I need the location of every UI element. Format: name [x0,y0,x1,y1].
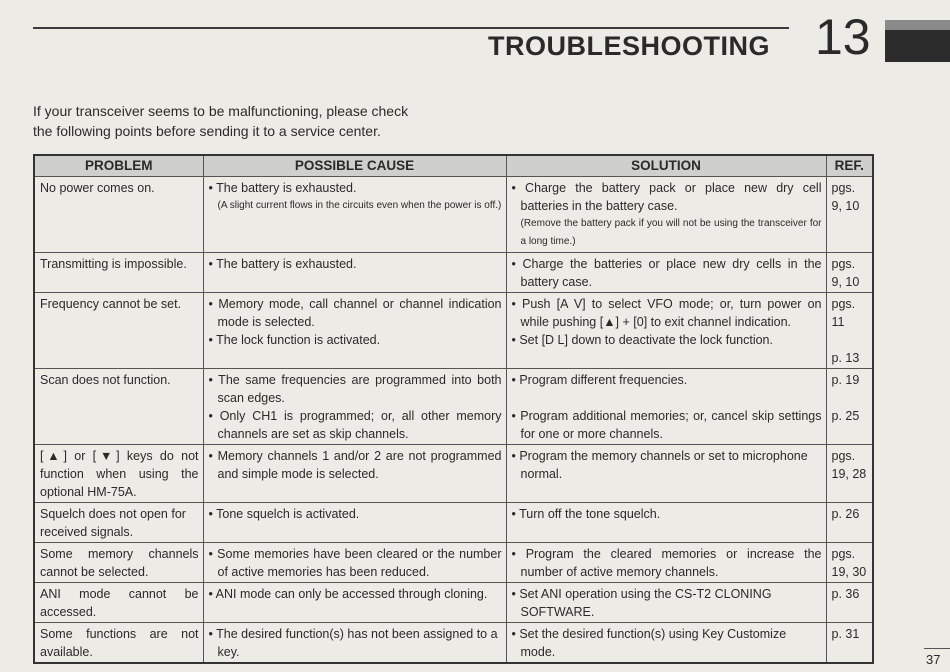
cause-text: • Tone squelch is activated. [208,507,360,521]
table-row [34,583,873,623]
cause-text: • Memory mode, call channel or channel indication mode is selected. [208,297,502,329]
solution-cell [506,543,826,583]
solution-cell [506,253,826,293]
ref-text: p. 19 [831,373,860,387]
cause-cell [203,369,506,445]
cause-cell [203,583,506,623]
table-row [34,445,873,503]
solution-cell [506,583,826,623]
page-number-rule [924,648,950,649]
table-row [34,293,873,369]
cause-text: • Some memories have been cleared or the number of active memories has been reduced. [208,547,502,579]
solution-text-2: • Set [D L] down to deactivate the lock function. [511,333,773,347]
troubleshooting-table [33,154,874,664]
solution-cell [506,177,826,253]
ref-cell: p. 26 [826,503,873,543]
table-header-row [34,155,873,177]
solution-text: • Program different frequencies. [511,373,688,387]
solution-text: • Charge the batteries or place new dry cells in the battery case. [511,257,822,289]
header-rule [33,27,789,29]
solution-cell [506,445,826,503]
cause-text: • The desired function(s) has not been assigned to a key. [208,627,498,659]
cause-text-2: • The lock function is activated. [208,333,381,347]
problem-cell: ANI mode cannot be accessed. [34,583,203,623]
chapter-number: 13 [815,9,871,65]
page-number: 37 [926,652,941,667]
ref-cell: pgs. 19, 30 [826,543,873,583]
header-cause: POSSIBLE CAUSE [203,155,506,177]
problem-cell: Frequency cannot be set. [34,293,203,369]
problem-cell: Squelch does not open for received signals. [34,503,203,543]
problem-cell: [▲] or [▼] keys do not function when using the optional HM-75A. [34,445,203,503]
intro-text [33,101,408,141]
cause-text: • The battery is exhausted. [208,181,357,195]
cause-cell [203,293,506,369]
solution-cell [506,293,826,369]
intro-line-1: If your transceiver seems to be malfunctioning, please check [33,103,409,119]
ref-cell [826,293,873,369]
chapter-tab [885,20,950,62]
cause-text: • Memory channels 1 and/or 2 are not programmed and simple mode is selected. [208,449,502,481]
table-row [34,623,873,664]
solution-cell [506,623,826,664]
solution-text: • Set the desired function(s) using Key Customize mode. [511,627,787,659]
cause-note: (A slight current flows in the circuits even when the power is off.) [217,200,502,211]
solution-text-2: • Program additional memories; or, cancel skip settings for one or more channels. [511,409,822,441]
solution-text: • Push [A V] to select VFO mode; or, turn power on while pushing [▲] + [0] to exit channel indication. [511,297,822,329]
header-solution: SOLUTION [506,155,826,177]
solution-text: • Charge the battery pack or place new dry cell batteries in the battery case. [511,181,822,213]
problem-cell: Scan does not function. [34,369,203,445]
solution-text: • Program the cleared memories or increase the number of active memory channels. [511,547,822,579]
problem-cell: Some functions are not available. [34,623,203,664]
solution-text: • Turn off the tone squelch. [511,507,661,521]
ref-cell: p. 31 [826,623,873,664]
cause-text-2: • Only CH1 is programmed; or, all other memory channels are set as skip channels. [208,409,502,441]
ref-cell: p. 36 [826,583,873,623]
ref-text-2: p. 13 [831,351,860,365]
cause-cell [203,623,506,664]
ref-cell: pgs. 9, 10 [826,253,873,293]
cause-cell [203,445,506,503]
cause-text: • ANI mode can only be accessed through cloning. [208,587,488,601]
intro-line-2: the following points before sending it to a service center. [33,123,381,139]
problem-cell: Some memory channels cannot be selected. [34,543,203,583]
ref-text: pgs. 11 [831,297,856,329]
header-ref: REF. [826,155,873,177]
ref-text-2: p. 25 [831,409,860,423]
solution-cell [506,503,826,543]
ref-cell [826,369,873,445]
solution-text: • Program the memory channels or set to microphone normal. [511,449,808,481]
table-row [34,543,873,583]
cause-text: • The battery is exhausted. [208,257,357,271]
cause-cell [203,253,506,293]
cause-text: • The same frequencies are programmed into both scan edges. [208,373,502,405]
ref-cell: pgs. 19, 28 [826,445,873,503]
cause-cell [203,543,506,583]
ref-cell: pgs. 9, 10 [826,177,873,253]
table-row [34,253,873,293]
table-row [34,503,873,543]
cause-cell [203,177,506,253]
table-row [34,177,873,253]
cause-cell [203,503,506,543]
problem-cell: Transmitting is impossible. [34,253,203,293]
solution-text: • Set ANI operation using the CS-T2 CLONING SOFTWARE. [511,587,772,619]
header-problem: PROBLEM [34,155,203,177]
solution-cell [506,369,826,445]
solution-note: (Remove the battery pack if you will not be using the transceiver for a long time.) [520,218,822,247]
table-row [34,369,873,445]
page-title: TROUBLESHOOTING [488,31,770,61]
problem-cell: No power comes on. [34,177,203,253]
